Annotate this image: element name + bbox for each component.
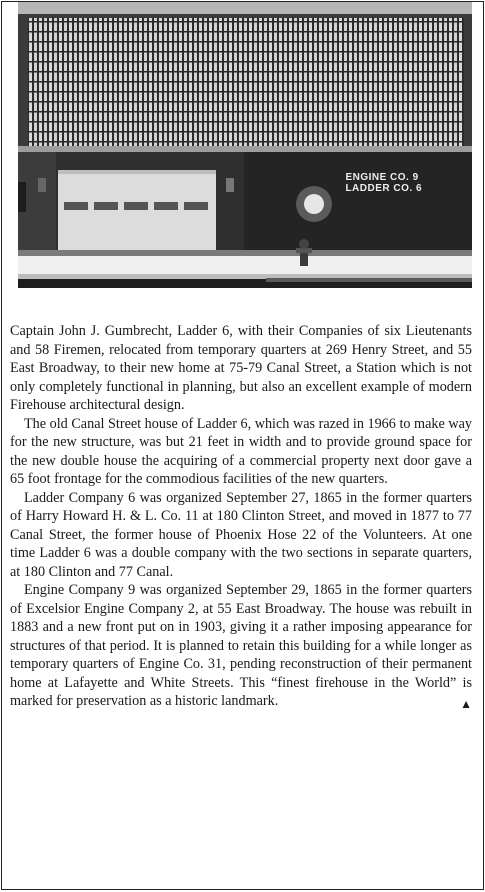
article-body [10, 322, 472, 714]
sign-line-ladder: LADDER CO. 6 [345, 183, 422, 194]
paragraph-4-text: Engine Company 9 was organized September 29, 1865 in the former quarters of Excelsior Engine Company 2, at 55 East Broadway. The house was rebuilt in 1883 and a new front put on in 1903, giving it a rather imposing appearance for structures of that period. It is planned to retain this building for a while longer as temporary quarters of Engine Co. 31, pending reconstruction of their permanent home at Lafayette and White Streets. This “finest firehouse in the World” is marked for preservation as a historic landmark. [10, 582, 472, 709]
paragraph-3: Ladder Company 6 was organized September 27, 1865 in the former quarters of Harry Howard H. & L. Co. 11 at 180 Clinton Street, and moved in 1877 to 77 Canal Street, the former house of Phoenix Hose 22 of the Volunteers. At one time Ladder 6 was a double company with the two sections in separate quarters, at 180 Clinton and 77 Canal. [10, 489, 472, 580]
document-page [1, 1, 484, 890]
sign-line-engine: ENGINE CO. 9 [345, 172, 419, 183]
paragraph-4 [10, 581, 472, 711]
firehouse-sign [345, 172, 422, 194]
paragraph-2: The old Canal Street house of Ladder 6, which was razed in 1966 to make way for the new structure, was but 21 feet in width and to provide ground space for the new double house the acquiring of a commercial property next door gave a 65 foot frontage for the commodious facilities of the new quarters. [10, 415, 472, 487]
firehouse-photo [18, 2, 472, 288]
paragraph-1: Captain John J. Gumbrecht, Ladder 6, with their Companies of six Lieutenants and 58 Firemen, relocated from temporary quarters at 269 Henry Street, and 55 East Broadway, to their new home at 75-79 Canal Street, a Station which is not only completely functional in planning, but also an excellent example of modern Firehouse architectural design. [10, 323, 472, 413]
end-mark-icon: ▲ [460, 697, 472, 711]
